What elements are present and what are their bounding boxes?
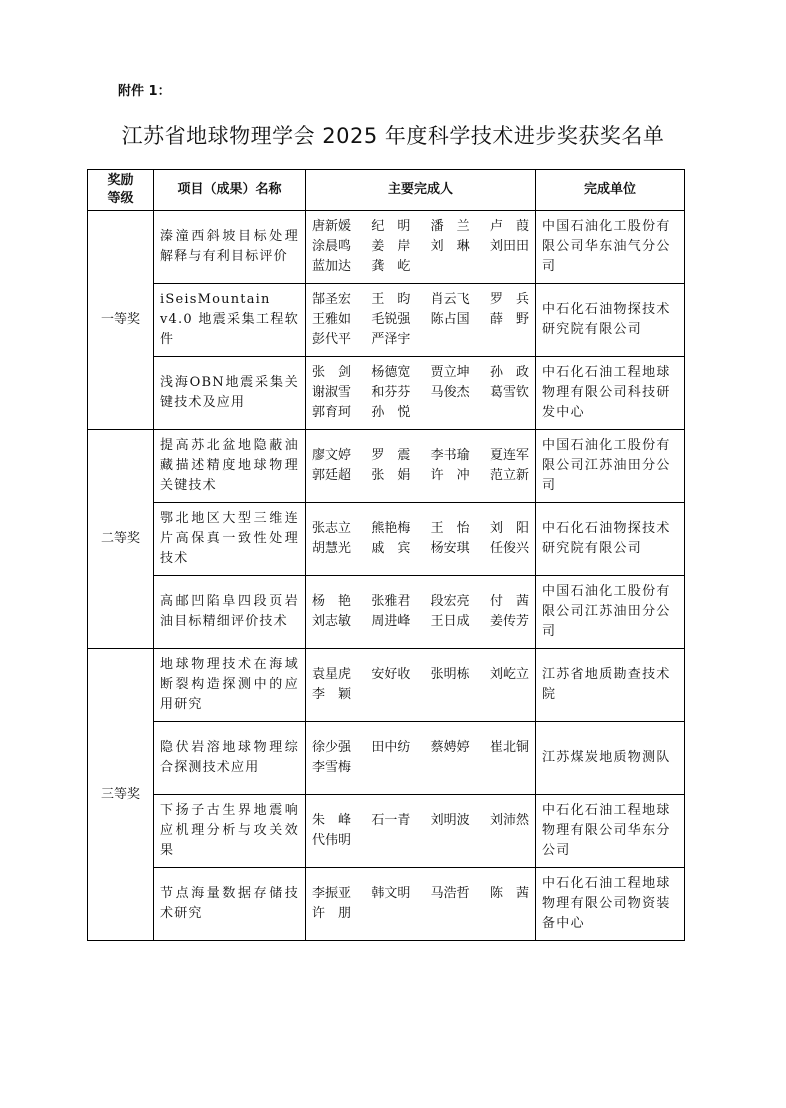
project-name-cell: 浅海OBN地震采集关键技术及应用 [154, 357, 306, 430]
contributors-list [312, 811, 529, 851]
header-award-level [88, 170, 154, 211]
unit-cell: 中石化石油工程地球物理有限公司华东分公司 [536, 795, 685, 868]
contributor-name: 杨 艳 [312, 594, 352, 609]
contributor-name: 范立新 [489, 468, 529, 483]
contributor-name: 张雅君 [371, 594, 411, 609]
contributor-name: 刘田田 [489, 239, 529, 254]
contributor-name: 廖文婷 [312, 448, 352, 463]
contributor-name: 许 冲 [430, 468, 470, 483]
contributors-cell [306, 211, 536, 284]
project-name-cell: 下扬子古生界地震响应机理分析与攻关效果 [154, 795, 306, 868]
contributor-name: 张 剑 [312, 365, 352, 380]
attachment-label: 附件 1： [118, 84, 171, 99]
contributors-list [312, 217, 529, 277]
contributor-name: 郜圣宏 [312, 292, 352, 307]
contributors-list [312, 738, 529, 778]
contributors-cell [306, 868, 536, 941]
contributor-name: 贾立坤 [430, 365, 470, 380]
unit-cell: 中石化石油物探技术研究院有限公司 [536, 284, 685, 357]
contributor-name: 潘 兰 [430, 219, 470, 234]
contributor-name: 戚 宾 [371, 541, 411, 556]
contributor-name: 张明栋 [430, 667, 470, 682]
contributor-name: 郭育珂 [312, 405, 352, 420]
contributors-cell [306, 722, 536, 795]
header-main-contributors: 主要完成人 [306, 170, 536, 211]
project-name-cell: 鄂北地区大型三维连片高保真一致性处理技术 [154, 503, 306, 576]
unit-cell: 江苏省地质勘查技术院 [536, 649, 685, 722]
project-name-cell: 地球物理技术在海域断裂构造探测中的应用研究 [154, 649, 306, 722]
contributor-name: 马浩哲 [430, 886, 470, 901]
contributor-name: 刘沛然 [489, 813, 529, 828]
contributor-name: 涂晨鸣 [312, 239, 352, 254]
contributor-name: 马俊杰 [430, 385, 470, 400]
unit-cell: 中国石油化工股份有限公司江苏油田分公司 [536, 430, 685, 503]
contributors-list [312, 665, 529, 705]
contributor-name: 王雅如 [312, 312, 352, 327]
contributor-name: 崔北铜 [489, 740, 529, 755]
header-unit: 完成单位 [536, 170, 685, 211]
contributor-name: 陈占国 [430, 312, 470, 327]
contributor-name: 李书瑜 [430, 448, 470, 463]
contributor-name: 李 颖 [312, 687, 352, 702]
contributor-name: 李振亚 [312, 886, 352, 901]
unit-cell: 江苏煤炭地质物测队 [536, 722, 685, 795]
award-level-cell: 二等奖 [88, 430, 154, 649]
contributor-name: 安好收 [371, 667, 411, 682]
contributor-name: 刘 琳 [430, 239, 470, 254]
unit-cell: 中石化石油物探技术研究院有限公司 [536, 503, 685, 576]
table-row [88, 357, 685, 430]
table-row [88, 430, 685, 503]
contributor-name: 谢淑雪 [312, 385, 352, 400]
award-level-cell: 三等奖 [88, 649, 154, 941]
contributors-list [312, 446, 529, 486]
project-name-cell: 溱潼西斜坡目标处理解释与有利目标评价 [154, 211, 306, 284]
contributor-name: 毛锐强 [371, 312, 411, 327]
contributor-name: 朱 峰 [312, 813, 352, 828]
table-row [88, 576, 685, 649]
contributor-name: 任俊兴 [489, 541, 529, 556]
contributor-name: 纪 明 [371, 219, 411, 234]
contributor-name: 杨安琪 [430, 541, 470, 556]
contributor-name: 王 怡 [430, 521, 470, 536]
contributors-cell [306, 795, 536, 868]
contributors-cell [306, 284, 536, 357]
header-project-name: 项目（成果）名称 [154, 170, 306, 211]
contributor-name: 和芬芬 [371, 385, 411, 400]
table-row [88, 503, 685, 576]
contributor-name: 刘志敏 [312, 614, 352, 629]
contributor-name: 薛 野 [489, 312, 529, 327]
contributor-name: 罗 震 [371, 448, 411, 463]
contributor-name: 王日成 [430, 614, 470, 629]
contributor-name: 肖云飞 [430, 292, 470, 307]
table-row [88, 211, 685, 284]
contributors-list [312, 519, 529, 559]
contributor-name: 张志立 [312, 521, 352, 536]
table-row [88, 795, 685, 868]
awards-table [87, 169, 685, 941]
contributor-name: 罗 兵 [489, 292, 529, 307]
contributors-list [312, 363, 529, 423]
document-title: 江苏省地球物理学会 2025 年度科学技术进步奖获奖名单 [121, 124, 665, 148]
contributor-name: 葛雪钦 [489, 385, 529, 400]
contributor-name: 石一青 [371, 813, 411, 828]
contributor-name: 姜传芳 [489, 614, 529, 629]
contributor-name: 许 朋 [312, 906, 352, 921]
contributor-name: 卢 葭 [489, 219, 529, 234]
table-header-row [88, 170, 685, 211]
contributor-name: 蓝加达 [312, 259, 352, 274]
contributor-name: 蔡娉婷 [430, 740, 470, 755]
contributor-name: 姜 岸 [371, 239, 411, 254]
contributor-name: 杨德宽 [371, 365, 411, 380]
contributor-name: 付 茜 [489, 594, 529, 609]
header-award-level-line2: 等级 [107, 191, 134, 206]
award-level-cell: 一等奖 [88, 211, 154, 430]
project-name-cell: 隐伏岩溶地球物理综合探测技术应用 [154, 722, 306, 795]
table-row [88, 284, 685, 357]
contributor-name: 夏连军 [489, 448, 529, 463]
contributor-name: 胡慧光 [312, 541, 352, 556]
contributor-name: 段宏亮 [430, 594, 470, 609]
contributors-cell [306, 503, 536, 576]
contributor-name: 刘明波 [430, 813, 470, 828]
contributor-name: 袁星虎 [312, 667, 352, 682]
contributor-name: 徐少强 [312, 740, 352, 755]
project-name-cell: 高邮凹陷阜四段页岩油目标精细评价技术 [154, 576, 306, 649]
table-row [88, 868, 685, 941]
contributor-name: 田中纺 [371, 740, 411, 755]
contributor-name: 李雪梅 [312, 760, 352, 775]
contributors-list [312, 592, 529, 632]
contributors-cell [306, 357, 536, 430]
contributor-name: 刘 阳 [489, 521, 529, 536]
contributor-name: 张 娟 [371, 468, 411, 483]
unit-cell: 中国石油化工股份有限公司华东油气分公司 [536, 211, 685, 284]
contributors-list [312, 884, 529, 924]
contributor-name: 严泽宇 [371, 332, 411, 347]
contributors-list [312, 290, 529, 350]
header-award-level-line1: 奖励 [107, 173, 134, 188]
contributor-name: 孙 悦 [371, 405, 411, 420]
contributor-name: 孙 政 [489, 365, 529, 380]
contributor-name: 代伟明 [312, 833, 352, 848]
contributors-cell [306, 576, 536, 649]
contributor-name: 陈 茜 [489, 886, 529, 901]
contributor-name: 刘屹立 [489, 667, 529, 682]
contributor-name: 郭廷超 [312, 468, 352, 483]
table-row [88, 649, 685, 722]
contributor-name: 彭代平 [312, 332, 352, 347]
unit-cell: 中石化石油工程地球物理有限公司物资装备中心 [536, 868, 685, 941]
unit-cell: 中石化石油工程地球物理有限公司科技研发中心 [536, 357, 685, 430]
contributor-name: 唐新媛 [312, 219, 352, 234]
project-name-cell: iSeisMountain v4.0 地震采集工程软件 [154, 284, 306, 357]
contributor-name: 韩文明 [371, 886, 411, 901]
contributor-name: 周进峰 [371, 614, 411, 629]
contributor-name: 龚 屹 [371, 259, 411, 274]
contributor-name: 王 昀 [371, 292, 411, 307]
contributors-cell [306, 430, 536, 503]
unit-cell: 中国石油化工股份有限公司江苏油田分公司 [536, 576, 685, 649]
project-name-cell: 提高苏北盆地隐蔽油藏描述精度地球物理关键技术 [154, 430, 306, 503]
contributor-name: 熊艳梅 [371, 521, 411, 536]
contributors-cell [306, 649, 536, 722]
table-row [88, 722, 685, 795]
project-name-cell: 节点海量数据存储技术研究 [154, 868, 306, 941]
